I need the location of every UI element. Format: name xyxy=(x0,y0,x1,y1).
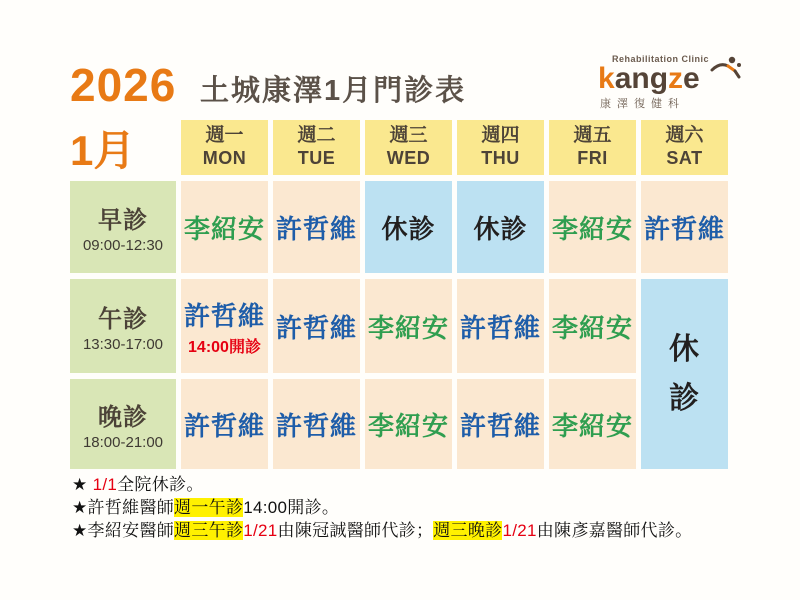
table-corner-cell xyxy=(70,120,176,175)
day-label-en: FRI xyxy=(577,148,608,169)
session-time: 18:00-21:00 xyxy=(82,434,164,451)
note-line-2 xyxy=(72,496,772,519)
logo-tagline-zh: 康澤復健科 xyxy=(600,98,685,110)
note-segment: 1/1 xyxy=(92,475,118,494)
day-label-en: SAT xyxy=(666,148,703,169)
session-label-evening xyxy=(70,379,176,469)
closed-cell-morning-wed xyxy=(365,181,452,273)
doctor-name: 李紹安 xyxy=(367,410,449,441)
schedule-cell-afternoon-tue xyxy=(273,279,360,373)
day-label-zh: 週三 xyxy=(389,125,428,147)
logo-brand-part-2: z xyxy=(668,62,684,95)
schedule-cell-evening-wed xyxy=(365,379,452,469)
doctor-name: 許哲維 xyxy=(183,300,265,331)
session-name: 早診 xyxy=(98,207,148,234)
day-label-en: THU xyxy=(481,148,520,169)
schedule-cell-afternoon-fri xyxy=(549,279,636,373)
day-label-zh: 週五 xyxy=(573,125,612,147)
note-segment: 全院休診。 xyxy=(117,475,204,494)
day-label-zh: 週一 xyxy=(205,125,244,147)
note-segment: 週一午診 xyxy=(174,498,244,517)
day-label-en: WED xyxy=(386,148,431,169)
doctor-name: 李紹安 xyxy=(183,213,265,244)
schedule-cell-evening-fri xyxy=(549,379,636,469)
doctor-name: 李紹安 xyxy=(551,213,633,244)
note-segment: ★李紹安醫師 xyxy=(72,521,175,540)
note-segment: 週三午診 xyxy=(174,521,244,540)
closed-label-char: 休 xyxy=(669,333,700,366)
day-label-zh: 週二 xyxy=(297,125,336,147)
logo-brand-part-1: ang xyxy=(614,62,669,95)
schedule-cell-evening-tue xyxy=(273,379,360,469)
note-segment: 由陳冠誠醫師代診； xyxy=(277,521,434,540)
closed-label: 休診 xyxy=(473,213,528,244)
page-title: 土城康澤1月門診表 xyxy=(200,75,467,107)
doctor-name: 許哲維 xyxy=(275,410,357,441)
note-segment: 週三晚診 xyxy=(433,521,503,540)
day-header-mon xyxy=(181,120,268,175)
schedule-cell-evening-thu xyxy=(457,379,544,469)
day-header-thu xyxy=(457,120,544,175)
logo-brand-part-0: k xyxy=(598,62,615,95)
month-label: 1月 xyxy=(70,127,136,174)
schedule-cell-morning-sat xyxy=(641,181,728,273)
day-label-en: TUE xyxy=(297,148,336,169)
closed-cell-morning-thu xyxy=(457,181,544,273)
session-label-afternoon xyxy=(70,279,176,373)
doctor-name: 李紹安 xyxy=(551,312,633,343)
note-segment: 14:00開診。 xyxy=(243,498,340,517)
day-header-tue xyxy=(273,120,360,175)
note-segment: ★許哲維醫師 xyxy=(72,498,175,517)
doctor-name: 許哲維 xyxy=(459,312,541,343)
doctor-name: 李紹安 xyxy=(551,410,633,441)
doctor-name: 李紹安 xyxy=(367,312,449,343)
doctor-name: 許哲維 xyxy=(275,213,357,244)
day-label-zh: 週四 xyxy=(481,125,520,147)
day-label-en: MON xyxy=(202,148,247,169)
day-header-sat xyxy=(641,120,728,175)
notes-section xyxy=(72,473,772,542)
schedule-cell-morning-fri xyxy=(549,181,636,273)
schedule-cell-morning-mon xyxy=(181,181,268,273)
schedule-cell-afternoon-mon xyxy=(181,279,268,373)
schedule-cell-afternoon-thu xyxy=(457,279,544,373)
logo-brand-part-3: e xyxy=(683,62,700,95)
clinic-logo xyxy=(598,54,748,111)
doctor-name: 許哲維 xyxy=(183,410,265,441)
schedule-cell-morning-tue xyxy=(273,181,360,273)
doctor-name: 許哲維 xyxy=(459,410,541,441)
note-line-3 xyxy=(72,519,772,542)
session-time: 13:30-17:00 xyxy=(82,336,164,353)
note-segment: 1/21 xyxy=(243,521,278,540)
schedule-table xyxy=(70,120,728,469)
note-segment: 1/21 xyxy=(502,521,537,540)
day-label-zh: 週六 xyxy=(665,125,704,147)
year-label: 2026 xyxy=(70,59,177,111)
runner-icon xyxy=(708,56,742,87)
doctor-name: 許哲維 xyxy=(643,213,725,244)
note-segment: ★ xyxy=(72,475,93,494)
closed-label: 休診 xyxy=(381,213,436,244)
note-segment: 由陳彥嘉醫師代診。 xyxy=(536,521,693,540)
cell-subnote: 14:00開診 xyxy=(188,338,261,356)
session-name: 晚診 xyxy=(98,404,148,431)
schedule-cell-afternoon-wed xyxy=(365,279,452,373)
schedule-cell-evening-mon xyxy=(181,379,268,469)
logo-tagline-en: Rehabilitation Clinic xyxy=(612,54,710,64)
doctor-name: 許哲維 xyxy=(275,312,357,343)
day-header-wed xyxy=(365,120,452,175)
session-time: 09:00-12:30 xyxy=(82,237,164,254)
day-header-fri xyxy=(549,120,636,175)
closed-cell-afternoon-sat xyxy=(641,279,728,469)
note-line-1 xyxy=(72,473,772,496)
closed-label-char: 診 xyxy=(669,382,700,415)
session-label-morning xyxy=(70,181,176,273)
session-name: 午診 xyxy=(98,306,148,333)
